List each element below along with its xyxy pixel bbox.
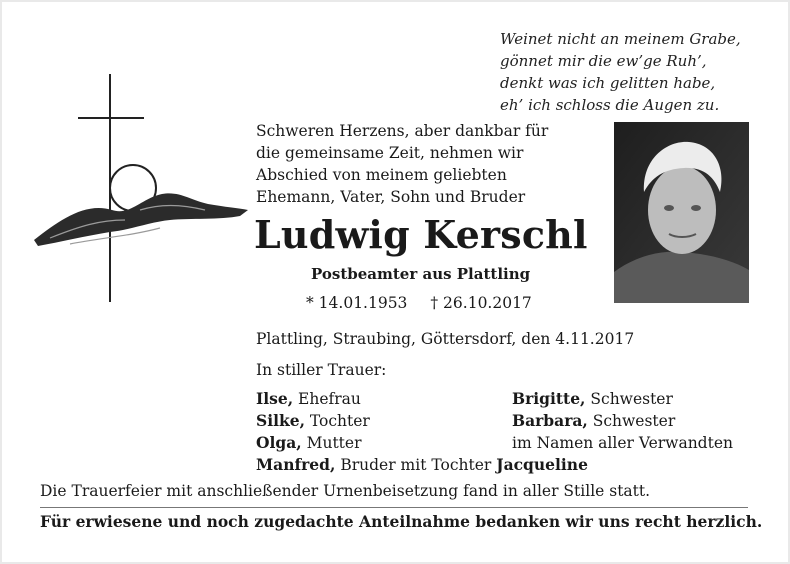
mourner-relation: Tochter [304,412,370,430]
divider-line [40,507,748,508]
intro-line: Schweren Herzens, aber dankbar für [256,122,549,140]
mourner-entry [256,454,588,476]
mourner-relation: Bruder mit Tochter [335,456,497,474]
mourner-name: Barbara, [512,411,588,430]
mourner-name: Silke, [256,411,305,430]
deceased-name: Ludwig Kerschl [254,212,588,257]
cross-sunset-illustration [30,70,250,310]
mourner-entry [512,432,733,454]
poem-line: Weinet nicht an meinem Grabe, [500,30,741,48]
mourner-relation: Mutter [301,434,362,452]
mourner-relation: im Namen aller Verwandten [512,434,733,452]
mourner-name: Ilse, [256,389,294,408]
mourner-entry [512,388,733,410]
mourner-name: Jacqueline [496,455,588,474]
occupation: Postbeamter aus Plattling [311,265,531,283]
portrait-photo [614,122,749,303]
thanks-note: Für erwiesene und noch zugedachte Anteilnahme bedanken wir uns recht herzlich. [40,512,763,531]
poem [500,28,770,116]
intro-text [256,120,586,208]
mourning-label: In stiller Trauer: [256,361,387,379]
death-date: † 26.10.2017 [430,294,532,312]
mourner-relation: Ehefrau [293,390,361,408]
place-date: Plattling, Straubing, Göttersdorf, den 4.11.2017 [256,330,635,348]
intro-line: Abschied von meinem geliebten [256,166,507,184]
mourner-relation: Schwester [585,390,673,408]
mourner-name: Olga, [256,433,302,452]
mourner-entry [512,410,733,432]
intro-line: Ehemann, Vater, Sohn und Bruder [256,188,526,206]
mourner-relation: Schwester [587,412,676,430]
intro-line: die gemeinsame Zeit, nehmen wir [256,144,524,162]
poem-line: denkt was ich gelitten habe, [500,74,716,92]
mourner-name: Brigitte, [512,389,586,408]
mourners-right-column [512,388,733,454]
poem-line: gönnet mir die ew’ge Ruh’, [500,52,707,70]
birth-date: * 14.01.1953 [306,294,408,312]
poem-line: eh’ ich schloss die Augen zu. [500,96,720,114]
mourner-name: Manfred, [256,455,336,474]
funeral-note: Die Trauerfeier mit anschließender Urnenbeisetzung fand in aller Stille statt. [40,482,651,500]
life-dates [306,294,550,312]
